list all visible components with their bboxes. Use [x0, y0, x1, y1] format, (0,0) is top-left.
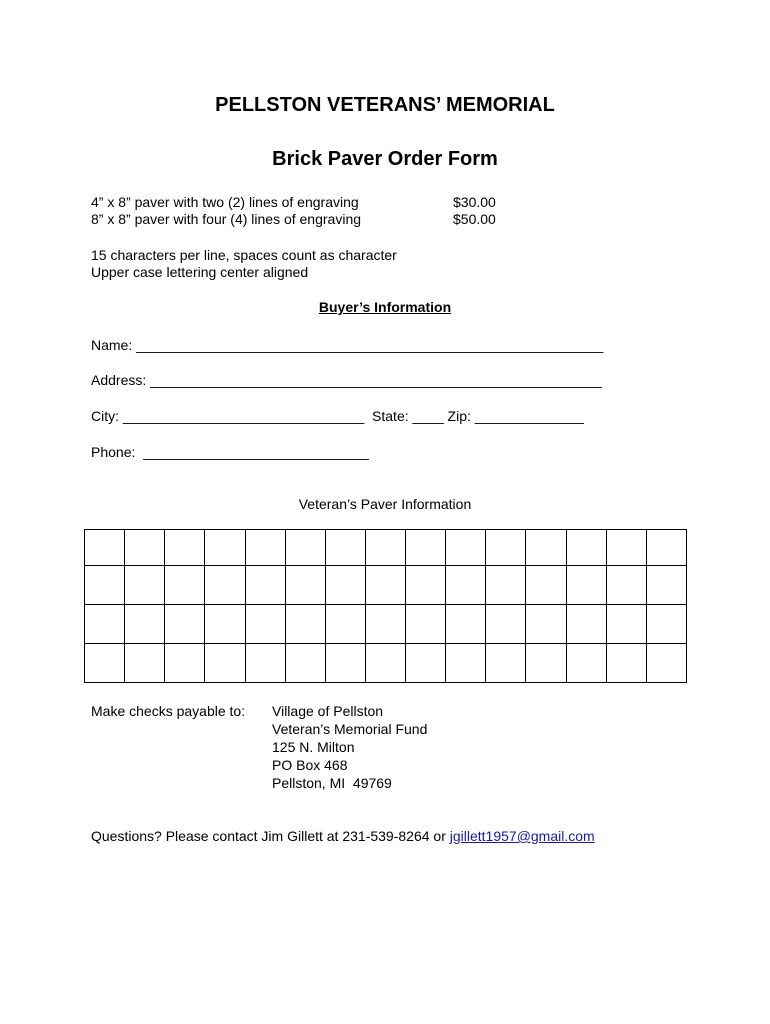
paver-engraving-grid: [84, 529, 687, 683]
payment-address-line: Pellston, MI 49769: [272, 775, 392, 791]
paver-letter-cell[interactable]: [406, 605, 446, 644]
paver-grid-row: [85, 644, 687, 683]
paver-letter-cell[interactable]: [446, 530, 486, 566]
paver-letter-cell[interactable]: [566, 566, 606, 605]
payment-address-line: Village of Pellston: [272, 703, 384, 719]
note-characters: 15 characters per line, spaces count as character: [91, 247, 397, 263]
paver-letter-cell[interactable]: [446, 605, 486, 644]
paver-letter-cell[interactable]: [325, 530, 365, 566]
paver-letter-cell[interactable]: [325, 566, 365, 605]
address-field[interactable]: Address: __________________________________________________________: [91, 372, 602, 388]
payment-address-line: Veteran’s Memorial Fund: [272, 721, 428, 737]
paver-letter-cell[interactable]: [486, 566, 526, 605]
paver-letter-cell[interactable]: [85, 605, 125, 644]
paver-letter-cell[interactable]: [205, 605, 245, 644]
pricing-description-1: 4” x 8” paver with two (2) lines of engraving: [91, 194, 359, 210]
payment-address-line: 125 N. Milton: [272, 739, 355, 755]
paver-letter-cell[interactable]: [606, 566, 646, 605]
paver-letter-cell[interactable]: [646, 605, 686, 644]
buyer-info-heading: Buyer’s Information: [318, 299, 452, 315]
contact-line: [91, 827, 595, 845]
paver-letter-cell[interactable]: [205, 566, 245, 605]
paver-letter-cell[interactable]: [125, 644, 165, 683]
paver-letter-cell[interactable]: [165, 605, 205, 644]
paver-grid-row: [85, 566, 687, 605]
payment-label: Make checks payable to:: [91, 703, 246, 719]
paver-letter-cell[interactable]: [446, 644, 486, 683]
paver-letter-cell[interactable]: [566, 644, 606, 683]
paver-letter-cell[interactable]: [125, 566, 165, 605]
paver-letter-cell[interactable]: [165, 644, 205, 683]
paver-letter-cell[interactable]: [526, 644, 566, 683]
payment-address-line: PO Box 468: [272, 757, 348, 773]
paver-letter-cell[interactable]: [486, 644, 526, 683]
paver-letter-cell[interactable]: [646, 644, 686, 683]
paver-letter-cell[interactable]: [85, 530, 125, 566]
paver-letter-cell[interactable]: [245, 644, 285, 683]
pricing-description-2: 8” x 8” paver with four (4) lines of engraving: [91, 211, 362, 227]
pricing-price-2: $50.00: [453, 211, 496, 227]
paver-letter-cell[interactable]: [646, 530, 686, 566]
form-title: PELLSTON VETERANS’ MEMORIAL: [215, 94, 555, 116]
phone-field[interactable]: Phone: _____________________________: [91, 444, 369, 460]
paver-letter-cell[interactable]: [406, 530, 446, 566]
paver-letter-cell[interactable]: [205, 530, 245, 566]
paver-letter-cell[interactable]: [526, 530, 566, 566]
paver-grid-row: [85, 605, 687, 644]
paver-letter-cell[interactable]: [245, 566, 285, 605]
paver-letter-cell[interactable]: [245, 605, 285, 644]
paver-letter-cell[interactable]: [566, 530, 606, 566]
city-state-zip-field[interactable]: City: _______________________________ State: ____ Zip: ______________: [91, 408, 584, 424]
paver-letter-cell[interactable]: [406, 644, 446, 683]
paver-letter-cell[interactable]: [646, 566, 686, 605]
name-field[interactable]: Name: ____________________________________________________________: [91, 337, 604, 353]
paver-letter-cell[interactable]: [125, 605, 165, 644]
paver-letter-cell[interactable]: [325, 644, 365, 683]
paver-letter-cell[interactable]: [125, 530, 165, 566]
form-subtitle: Brick Paver Order Form: [272, 148, 498, 170]
paver-letter-cell[interactable]: [205, 644, 245, 683]
paver-letter-cell[interactable]: [606, 644, 646, 683]
paver-letter-cell[interactable]: [245, 530, 285, 566]
paver-letter-cell[interactable]: [566, 605, 606, 644]
pricing-price-1: $30.00: [453, 194, 496, 210]
paver-letter-cell[interactable]: [526, 605, 566, 644]
contact-email-link[interactable]: jgillett1957@gmail.com: [449, 828, 595, 844]
contact-text: Questions? Please contact Jim Gillett at 231-539-8264 or: [91, 828, 450, 844]
paver-letter-cell[interactable]: [526, 566, 566, 605]
paver-letter-cell[interactable]: [406, 566, 446, 605]
paver-letter-cell[interactable]: [606, 605, 646, 644]
paver-letter-cell[interactable]: [165, 566, 205, 605]
paver-letter-cell[interactable]: [486, 605, 526, 644]
paver-letter-cell[interactable]: [486, 530, 526, 566]
paver-letter-cell[interactable]: [85, 566, 125, 605]
note-lettering: Upper case lettering center aligned: [91, 264, 309, 280]
paver-letter-cell[interactable]: [85, 644, 125, 683]
paver-letter-cell[interactable]: [606, 530, 646, 566]
paver-letter-cell[interactable]: [446, 566, 486, 605]
paver-letter-cell[interactable]: [365, 530, 405, 566]
paver-letter-cell[interactable]: [285, 566, 325, 605]
paver-letter-cell[interactable]: [165, 530, 205, 566]
paver-grid-row: [85, 530, 687, 566]
paver-letter-cell[interactable]: [365, 644, 405, 683]
paver-letter-cell[interactable]: [325, 605, 365, 644]
paver-letter-cell[interactable]: [365, 605, 405, 644]
paver-letter-cell[interactable]: [285, 644, 325, 683]
paver-info-heading: Veteran’s Paver Information: [298, 496, 472, 512]
paver-letter-cell[interactable]: [365, 566, 405, 605]
paver-letter-cell[interactable]: [285, 530, 325, 566]
paver-letter-cell[interactable]: [285, 605, 325, 644]
